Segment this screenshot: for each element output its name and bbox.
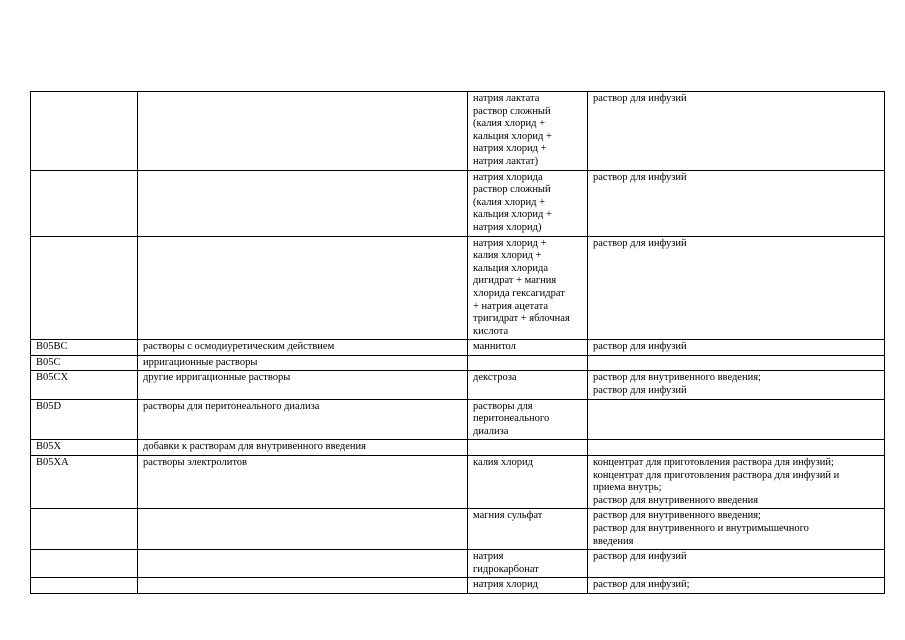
substance-line: декстроза <box>473 372 517 384</box>
group-name-cell <box>138 92 468 171</box>
group-name-cell <box>138 578 468 594</box>
substance-cell <box>468 170 588 236</box>
substance-line: натрия хлорид + <box>473 237 547 249</box>
substance-line: натрия <box>473 551 504 563</box>
group-name-cell: ирригационные растворы <box>138 355 468 371</box>
substance-line: раствор сложный <box>473 184 551 196</box>
group-name-cell <box>138 170 468 236</box>
substance-line: натрия лактат) <box>473 155 539 167</box>
atc-code-cell <box>31 170 138 236</box>
atc-code-cell: B05BC <box>31 340 138 356</box>
table-row <box>31 399 885 440</box>
dosage-form-line: раствор для внутривенного и внутримышечного <box>593 523 809 534</box>
substance-line: калия хлорид + <box>473 250 542 262</box>
substance-cell <box>468 355 588 371</box>
dosage-form-line: раствор для инфузий <box>593 93 687 104</box>
substance-line: магния сульфат <box>473 510 543 522</box>
substance-line: хлорида гексагидрат <box>473 287 565 299</box>
dosage-form-cell <box>588 509 885 550</box>
dosage-form-cell <box>588 92 885 171</box>
atc-code-cell <box>31 550 138 578</box>
dosage-form-line: раствор для инфузий <box>593 237 687 249</box>
dosage-form-line: концентрат для приготовления раствора для инфузий; <box>593 457 834 469</box>
group-name-cell: другие ирригационные растворы <box>138 371 468 399</box>
dosage-form-cell <box>588 236 885 340</box>
table-row <box>31 340 885 356</box>
substance-line: кислота <box>473 325 509 337</box>
substance-line: диализа <box>473 425 509 437</box>
substance-line: (калия хлорид + <box>473 196 546 208</box>
substance-line: гидрокарбонат <box>473 563 539 575</box>
atc-code-cell <box>31 509 138 550</box>
dosage-form-line: раствор для инфузий; <box>593 579 690 591</box>
group-name-cell: добавки к растворам для внутривенного введения <box>138 440 468 456</box>
group-name-cell <box>138 236 468 340</box>
dosage-form-cell <box>588 371 885 399</box>
table-row <box>31 456 885 509</box>
dosage-form-cell <box>588 456 885 509</box>
substance-line: (калия хлорид + <box>473 118 546 130</box>
dosage-form-cell <box>588 550 885 578</box>
atc-code-cell: B05X <box>31 440 138 456</box>
dosage-form-line: раствор для инфузий <box>593 341 687 353</box>
group-name-cell <box>138 509 468 550</box>
table-row <box>31 509 885 550</box>
dosage-form-cell <box>588 440 885 456</box>
substance-cell <box>468 440 588 456</box>
substance-line: раствор сложный <box>473 105 551 117</box>
substance-line: натрия хлорида <box>473 171 543 183</box>
substance-cell <box>468 578 588 594</box>
substance-cell <box>468 456 588 509</box>
substance-cell <box>468 509 588 550</box>
dosage-form-line: раствор для внутривенного введения; <box>593 510 761 522</box>
substance-line: кальция хлорид + <box>473 209 552 221</box>
table-row <box>31 355 885 371</box>
dosage-form-cell <box>588 355 885 371</box>
substance-line: маннитол <box>473 341 516 353</box>
substance-cell <box>468 236 588 340</box>
substance-line: кальция хлорид + <box>473 130 552 142</box>
substance-line: натрия хлорид) <box>473 221 542 233</box>
substance-line: натрия хлорид <box>473 579 538 591</box>
substance-cell <box>468 371 588 399</box>
table-row <box>31 371 885 399</box>
dosage-form-line: раствор для инфузий <box>593 551 687 563</box>
substance-line: + натрия ацетата <box>473 300 549 312</box>
atc-code-cell <box>31 92 138 171</box>
dosage-form-line: раствор для инфузий <box>593 385 687 397</box>
substance-cell <box>468 550 588 578</box>
substance-line: тригидрат + яблочная <box>473 313 570 325</box>
substance-line: кальция хлорида <box>473 262 549 274</box>
table-row <box>31 440 885 456</box>
dosage-form-line: концентрат для приготовления раствора для инфузий и <box>593 469 840 481</box>
substance-line: дигидрат + магния <box>473 275 557 287</box>
substance-cell <box>468 92 588 171</box>
group-name-cell: растворы электролитов <box>138 456 468 509</box>
dosage-form-line: раствор для внутривенного введения; <box>593 372 761 384</box>
atc-code-cell: B05CX <box>31 371 138 399</box>
atc-code-cell: B05XA <box>31 456 138 509</box>
atc-code-cell <box>31 236 138 340</box>
group-name-cell: растворы с осмодиуретическим действием <box>138 340 468 356</box>
substance-line: натрия лактата <box>473 93 540 104</box>
dosage-form-line: введения <box>593 535 634 547</box>
substance-line: растворы для <box>473 400 533 412</box>
table-row <box>31 578 885 594</box>
substance-line: перитонеального <box>473 413 550 425</box>
dosage-form-line: раствор для внутривенного введения <box>593 494 759 506</box>
dosage-form-cell <box>588 399 885 440</box>
substance-line: калия хлорид <box>473 457 533 469</box>
drug-table-body <box>31 92 885 594</box>
atc-code-cell: B05C <box>31 355 138 371</box>
drug-table <box>30 91 885 594</box>
dosage-form-cell <box>588 170 885 236</box>
atc-code-cell: B05D <box>31 399 138 440</box>
table-row <box>31 92 885 171</box>
table-row <box>31 170 885 236</box>
substance-line: натрия хлорид + <box>473 143 547 155</box>
atc-code-cell <box>31 578 138 594</box>
group-name-cell: растворы для перитонеального диализа <box>138 399 468 440</box>
substance-cell <box>468 340 588 356</box>
dosage-form-line: приема внутрь; <box>593 482 662 494</box>
dosage-form-cell <box>588 340 885 356</box>
group-name-cell <box>138 550 468 578</box>
substance-cell <box>468 399 588 440</box>
dosage-form-cell <box>588 578 885 594</box>
table-row <box>31 550 885 578</box>
table-row <box>31 236 885 340</box>
dosage-form-line: раствор для инфузий <box>593 171 687 183</box>
